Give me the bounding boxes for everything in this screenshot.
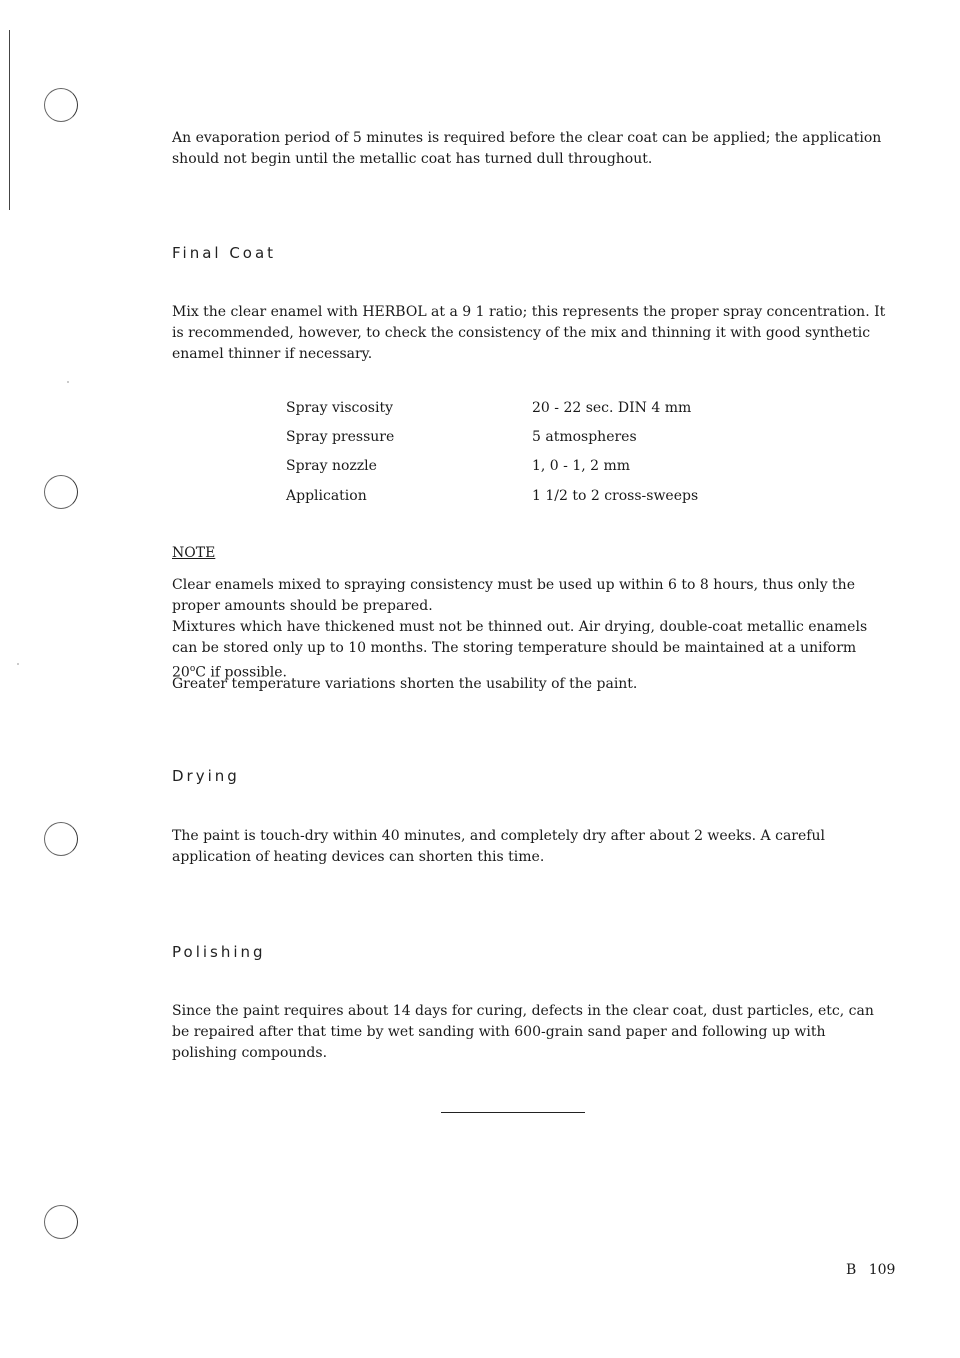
spec-row [286, 429, 846, 449]
spec-row [286, 458, 846, 478]
punch-hole-2 [44, 475, 78, 509]
drying-paragraph: The paint is touch-dry within 40 minutes, and completely dry after about 2 weeks. A careful application of heating devices can shorten this time. [172, 828, 825, 865]
spec-label: Spray viscosity [286, 400, 393, 416]
note-text: C if possible. [195, 664, 287, 681]
note-label: NOTE [172, 545, 216, 561]
polishing-paragraph: Since the paint requires about 14 days for curing, defects in the clear coat, dust particles, etc, can be repaired after that time by wet sanding with 600-grain sand paper and following up with polishing compounds. [172, 1003, 874, 1061]
heading-polishing: Polishing [172, 943, 266, 961]
spec-value: 20 - 22 sec. DIN 4 mm [532, 400, 692, 416]
scan-speck [67, 381, 69, 383]
punch-hole-4 [44, 1205, 78, 1239]
note-paragraph-1: Clear enamels mixed to spraying consistency must be used up within 6 to 8 hours, thus only the proper amounts should be prepared. [172, 577, 855, 614]
punch-hole-1 [44, 88, 78, 122]
note-paragraph-3: Greater temperature variations shorten the usability of the paint. [172, 676, 638, 692]
page-number: B 109 [846, 1262, 896, 1278]
spec-row [286, 488, 846, 508]
section-end-rule [441, 1112, 585, 1113]
scan-speck [17, 663, 19, 665]
spec-label: Spray nozzle [286, 458, 377, 474]
heading-drying: Drying [172, 767, 240, 785]
final-coat-paragraph: Mix the clear enamel with HERBOL at a 9 1 ratio; this represents the proper spray concentration. It is recommended, however, to check the consistency of the mix and thinning it with good synthetic enamel thinner if necessary. [172, 304, 886, 362]
spec-value: 5 atmospheres [532, 429, 637, 445]
spec-value: 1, 0 - 1, 2 mm [532, 458, 631, 474]
note-text: Mixtures which have thickened must not be thinned out. Air drying, double-coat metallic enamels can be stored only up to 10 months. The storing temperature should be maintained at a uniform 20 [172, 619, 868, 681]
degree-superscript: o [189, 664, 196, 674]
heading-final-coat: Final Coat [172, 244, 277, 262]
spec-label: Application [286, 488, 367, 504]
spec-row [286, 400, 846, 420]
intro-paragraph: An evaporation period of 5 minutes is required before the clear coat can be applied; the application should not begin until the metallic coat has turned dull throughout. [172, 130, 882, 167]
punch-hole-3 [44, 822, 78, 856]
margin-line [9, 30, 10, 210]
spec-value: 1 1/2 to 2 cross-sweeps [532, 488, 699, 504]
spec-label: Spray pressure [286, 429, 395, 445]
